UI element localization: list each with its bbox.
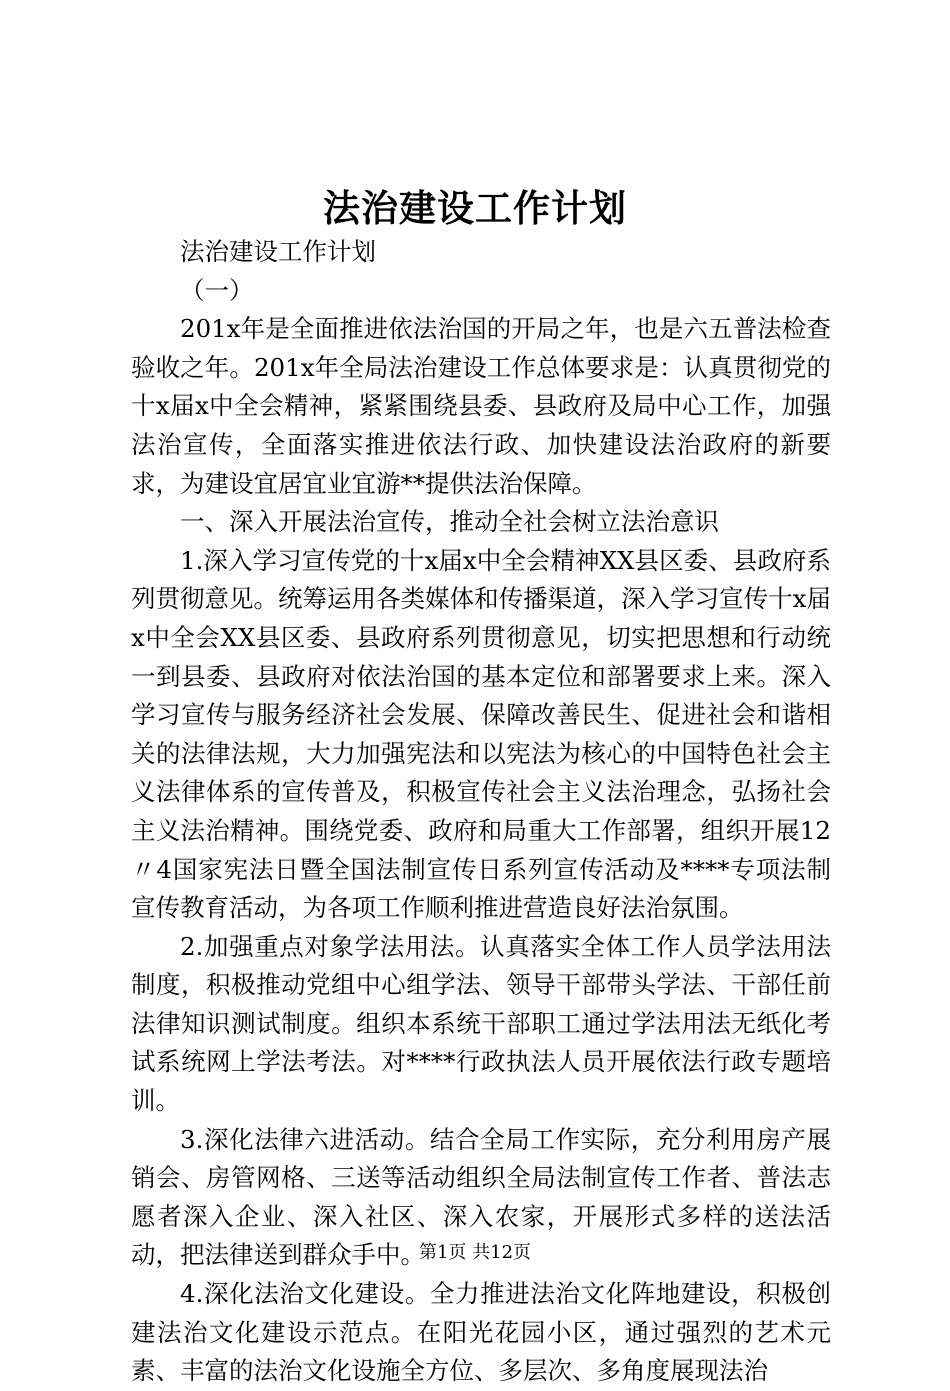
paragraph-item-1: 1.深入学习宣传党的十x届x中全会精神XX县区委、县政府系列贯彻意见。统筹运用各类媒体和传播渠道，深入学习宣传十x届x中全会XX县区委、县政府系列贯彻意见，切实把思想和行动统一到县委、县政府对依法治国的基本定位和部署要求上来。深入学习宣传与服务经济社会发展、保障改善民生、促进社会和谐相关的法律法规，大力加强宪法和以宪法为核心的中国特色社会主义法律体系的宣传普及，积极宣传社会主义法治理念，弘扬社会主义法治精神。围绕党委、政府和局重大工作部署，组织开展12〃4国家宪法日暨全国法制宣传日系列宣传活动及****专项法制宣传教育活动，为各项工作顺利推进营造良好法治氛围。 (131, 545, 831, 923)
paragraph-intro: 201x年是全面推进依法治国的开局之年，也是六五普法检查验收之年。201x年全局法治建设工作总体要求是：认真贯彻党的十x届x中全会精神，紧紧围绕县委、县政府及局中心工作，加强法治宣传，全面落实推进依法行政、加快建设法治政府的新要求，为建设宜居宜业宜游**提供法治保障。 (131, 314, 831, 498)
document-title: 法治建设工作计划 (323, 186, 627, 230)
document-body (131, 233, 831, 1391)
section-heading-1: 一、深入开展法治宣传，推动全社会树立法治意识 (180, 507, 719, 537)
document-subtitle: 法治建设工作计划 (180, 237, 376, 266)
paragraph-item-4: 4.深化法治文化建设。全力推进法治文化阵地建设，积极创建法治文化建设示范点。在阳光花园小区，通过强烈的艺术元素、丰富的法治文化设施全方位、多层次、多角度展现法治 (131, 1279, 831, 1386)
part-marker: （一） (180, 275, 254, 305)
paragraph-item-2: 2.加强重点对象学法用法。认真落实全体工作人员学法用法制度，积极推动党组中心组学法、领导干部带头学法、干部任前法律知识测试制度。组织本系统干部职工通过学法用法无纸化考试系统网上学法考法。对****行政执法人员开展依法行政专题培训。 (131, 931, 831, 1116)
paragraph-item-3: 3.深化法律六进活动。结合全局工作实际，充分利用房产展销会、房管网格、三送等活动组织全局法制宣传工作者、普法志愿者深入企业、深入社区、深入农家，开展形式多样的送法活动，把法律送到群众手中。 (131, 1124, 831, 1270)
page-footer: 第1页 共12页 (418, 1242, 532, 1263)
